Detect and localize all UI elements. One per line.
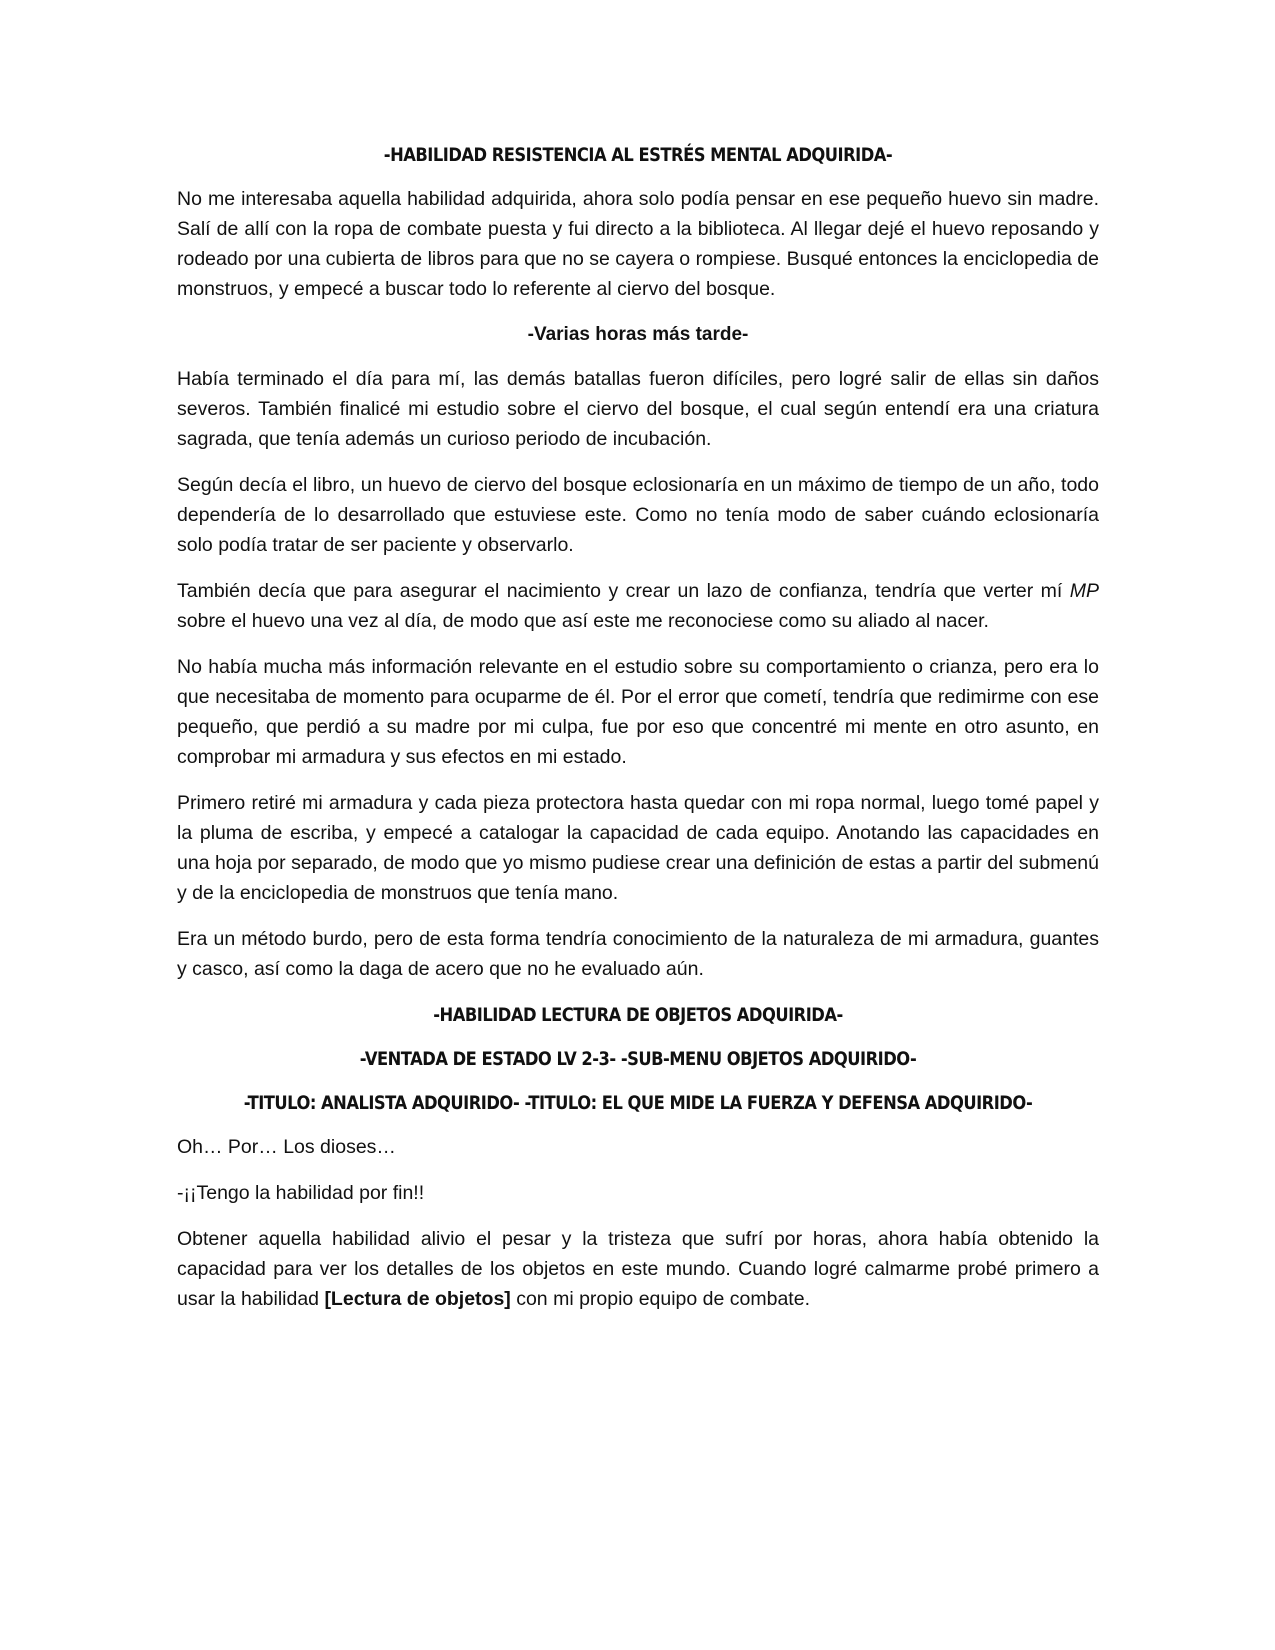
system-heading-status-window: -VENTADA DE ESTADO LV 2-3- -SUB-MENU OBJETOS ADQUIRIDO- [359, 1048, 917, 1070]
paragraph-8: Oh… Por… Los dioses… [177, 1136, 396, 1158]
paragraph-5: No había mucha más información relevante en el estudio sobre su comportamiento o crianza, pero era lo que necesitaba de momento para ocuparme de él. Por el error que cometí, tendría que redimirme con ese pequeño, que perdió a su madre por mi culpa, fue por eso que concentré mi mente en otro asunto, en comprobar mi armadura y sus efectos en mi estado. [177, 656, 1099, 768]
paragraph-4-part-a: También decía que para asegurar el nacimiento y crear un lazo de confianza, tendría que verter mí [177, 580, 1070, 602]
mp-term: MP [1069, 580, 1099, 602]
paragraph-4-part-b: sobre el huevo una vez al día, de modo que así este me reconociese como su aliado al nacer. [177, 610, 989, 632]
paragraph-10-part-a: Obtener aquella habilidad alivio el pesar y la tristeza que sufrí por horas, ahora había obtenido la capacidad para ver los detalles de los objetos en este mundo. Cuando logré calmarme probé primero a usar la habilidad [177, 1228, 1099, 1310]
time-skip-heading: -Varias horas más tarde- [527, 324, 749, 345]
paragraph-4 [177, 576, 1099, 636]
system-heading-stress-resistance: -HABILIDAD RESISTENCIA AL ESTRÉS MENTAL ADQUIRIDA- [383, 144, 893, 166]
document-page [177, 140, 1099, 1330]
paragraph-1: No me interesaba aquella habilidad adquirida, ahora solo podía pensar en ese pequeño huevo sin madre. Salí de allí con la ropa de combate puesta y fui directo a la biblioteca. Al llegar dejé el huevo reposando y rodeado por una cubierta de libros para que no se cayera o rompiese. Busqué entonces la enciclopedia de monstruos, y empecé a buscar todo lo referente al ciervo del bosque. [177, 188, 1099, 300]
paragraph-6: Primero retiré mi armadura y cada pieza protectora hasta quedar con mi ropa normal, luego tomé papel y la pluma de escriba, y empecé a catalogar la capacidad de cada equipo. Anotando las capacidades en una hoja por separado, de modo que yo mismo pudiese crear una definición de estas a partir del submenú y de la enciclopedia de monstruos que tenía mano. [177, 792, 1099, 904]
skill-name: [Lectura de objetos] [324, 1288, 511, 1310]
paragraph-7: Era un método burdo, pero de esta forma tendría conocimiento de la naturaleza de mi armadura, guantes y casco, así como la daga de acero que no he evaluado aún. [177, 928, 1099, 980]
system-heading-titles: -TITULO: ANALISTA ADQUIRIDO- -TITULO: EL QUE MIDE LA FUERZA Y DEFENSA ADQUIRIDO- [243, 1092, 1033, 1114]
paragraph-3: Según decía el libro, un huevo de ciervo del bosque eclosionaría en un máximo de tiempo de un año, todo dependería de lo desarrollado que estuviese este. Como no tenía modo de saber cuándo eclosionaría solo podía tratar de ser paciente y observarlo. [177, 474, 1099, 556]
paragraph-10-part-b: con mi propio equipo de combate. [510, 1288, 810, 1310]
paragraph-2: Había terminado el día para mí, las demás batallas fueron difíciles, pero logré salir de ellas sin daños severos. También finalicé mi estudio sobre el ciervo del bosque, el cual según entendí era una criatura sagrada, que tenía además un curioso periodo de incubación. [177, 368, 1099, 450]
paragraph-10 [177, 1224, 1099, 1314]
system-heading-object-reading: -HABILIDAD LECTURA DE OBJETOS ADQUIRIDA- [433, 1004, 843, 1026]
paragraph-9: -¡¡Tengo la habilidad por fin!! [177, 1182, 425, 1204]
